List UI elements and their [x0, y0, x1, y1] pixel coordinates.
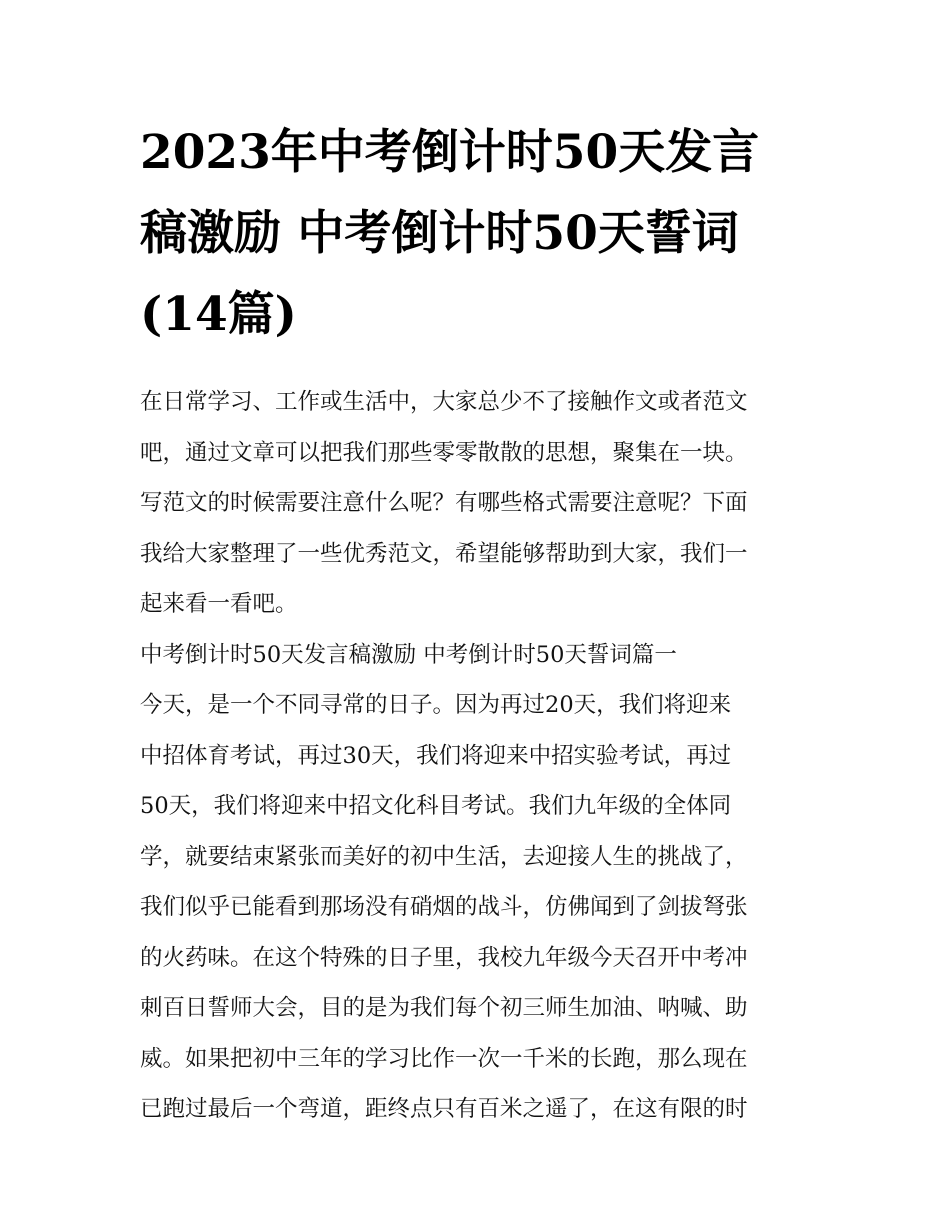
text-line: 吧，通过文章可以把我们那些零零散散的思想，聚集在一块。: [140, 439, 748, 466]
section-paragraph: [140, 680, 812, 1135]
section-heading: [140, 630, 812, 681]
text-line: 中招体育考试，再过30天，我们将迎来中招实验考试，再过: [140, 742, 732, 769]
text-line: 的火药味。在这个特殊的日子里，我校九年级今天召开中考冲: [140, 944, 748, 971]
text-line: 今天，是一个不同寻常的日子。因为再过20天，我们将迎来: [140, 692, 732, 718]
document-body: [140, 377, 812, 1135]
title-line: 2023年中考倒计时50天发言: [140, 125, 760, 180]
text-line: 我们似乎已能看到那场没有硝烟的战斗，仿佛闻到了剑拔弩张: [140, 894, 748, 920]
intro-paragraph: [140, 377, 812, 630]
title-line: (14篇): [140, 287, 297, 342]
text-line: 写范文的时候需要注意什么呢？有哪些格式需要注意呢？下面: [140, 490, 748, 516]
text-line: 50天，我们将迎来中招文化科目考试。我们九年级的全体同: [140, 793, 732, 819]
document-page: [140, 112, 812, 1135]
text-line: 在日常学习、工作或生活中，大家总少不了接触作文或者范文: [140, 389, 748, 415]
text-line: 起来看一看吧。: [140, 591, 298, 617]
section-heading-text: 中考倒计时50天发言稿激励 中考倒计时50天誓词篇一: [140, 641, 677, 668]
text-line: 学，就要结束紧张而美好的初中生活，去迎接人生的挑战了，: [140, 843, 748, 870]
document-title: [140, 112, 812, 355]
text-line: 威。如果把初中三年的学习比作一次一千米的长跑，那么现在: [140, 1045, 748, 1072]
text-line: 已跑过最后一个弯道，距终点只有百米之遥了，在这有限的时: [140, 1096, 748, 1122]
text-line: 刺百日誓师大会，目的是为我们每个初三师生加油、呐喊、助: [140, 995, 748, 1021]
title-line: 稿激励 中考倒计时50天誓词: [140, 206, 739, 261]
text-line: 我给大家整理了一些优秀范文，希望能够帮助到大家，我们一: [140, 540, 748, 567]
